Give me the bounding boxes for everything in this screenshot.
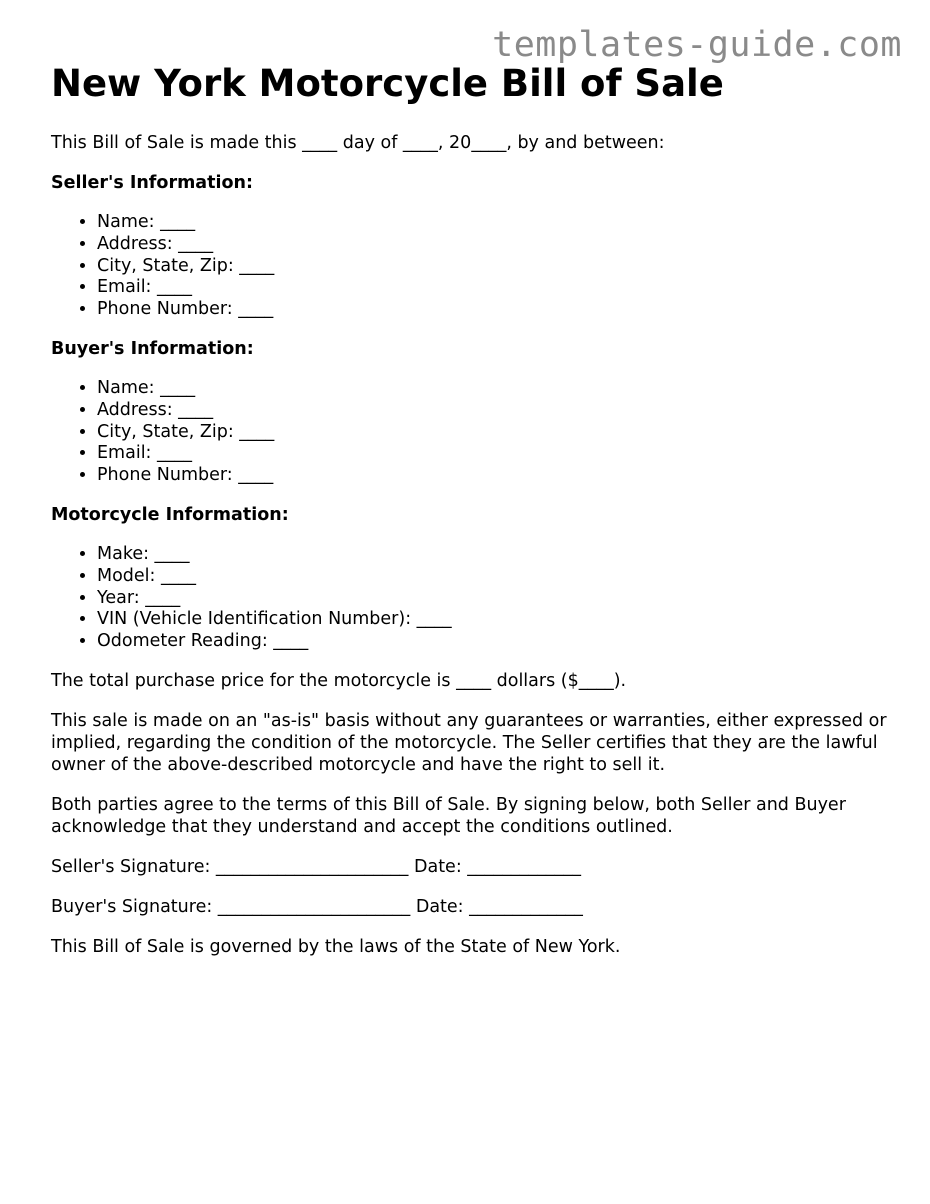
document <box>51 62 891 976</box>
list-item: • Odometer Reading: ____ <box>97 631 891 653</box>
list-item: • Email: ____ <box>97 443 891 465</box>
seller-signature-line: Seller's Signature: ______________________ Date: _____________ <box>51 857 582 878</box>
list-item: • Name: ____ <box>97 378 891 400</box>
list-item: • Name: ____ <box>97 212 891 234</box>
list-item: • City, State, Zip: ____ <box>97 256 891 278</box>
motorcycle-info-list <box>51 544 891 652</box>
agreement-paragraph: Both parties agree to the terms of this Bill of Sale. By signing below, both Seller and Buyer acknowledge that they understand and accept the conditions outlined. <box>51 795 846 838</box>
seller-info-list <box>51 212 891 320</box>
list-item: • Year: ____ <box>97 588 891 610</box>
buyer-heading: Buyer's Information: <box>51 339 254 360</box>
price-paragraph: The total purchase price for the motorcycle is ____ dollars ($____). <box>51 671 627 692</box>
list-item: • Address: ____ <box>97 400 891 422</box>
list-item: • Phone Number: ____ <box>97 465 891 487</box>
document-title: New York Motorcycle Bill of Sale <box>51 62 724 105</box>
watermark: templates-guide.com <box>492 25 902 65</box>
governing-law-paragraph: This Bill of Sale is governed by the laws of the State of New York. <box>51 937 621 958</box>
as-is-paragraph: This sale is made on an "as-is" basis without any guarantees or warranties, either expressed or implied, regarding the condition of the motorcycle. The Seller certifies that they are the lawful owner of the above-described motorcycle and have the right to sell it. <box>51 711 887 776</box>
list-item: • Address: ____ <box>97 234 891 256</box>
list-item: • Email: ____ <box>97 277 891 299</box>
list-item: • Make: ____ <box>97 544 891 566</box>
buyer-signature-line: Buyer's Signature: ______________________ Date: _____________ <box>51 897 583 918</box>
buyer-info-list <box>51 378 891 486</box>
list-item: • Model: ____ <box>97 566 891 588</box>
list-item: • VIN (Vehicle Identification Number): ____ <box>97 609 891 631</box>
list-item: • Phone Number: ____ <box>97 299 891 321</box>
motorcycle-heading: Motorcycle Information: <box>51 505 289 526</box>
intro-paragraph: This Bill of Sale is made this ____ day of ____, 20____, by and between: <box>51 133 665 154</box>
list-item: • City, State, Zip: ____ <box>97 422 891 444</box>
seller-heading: Seller's Information: <box>51 173 253 194</box>
